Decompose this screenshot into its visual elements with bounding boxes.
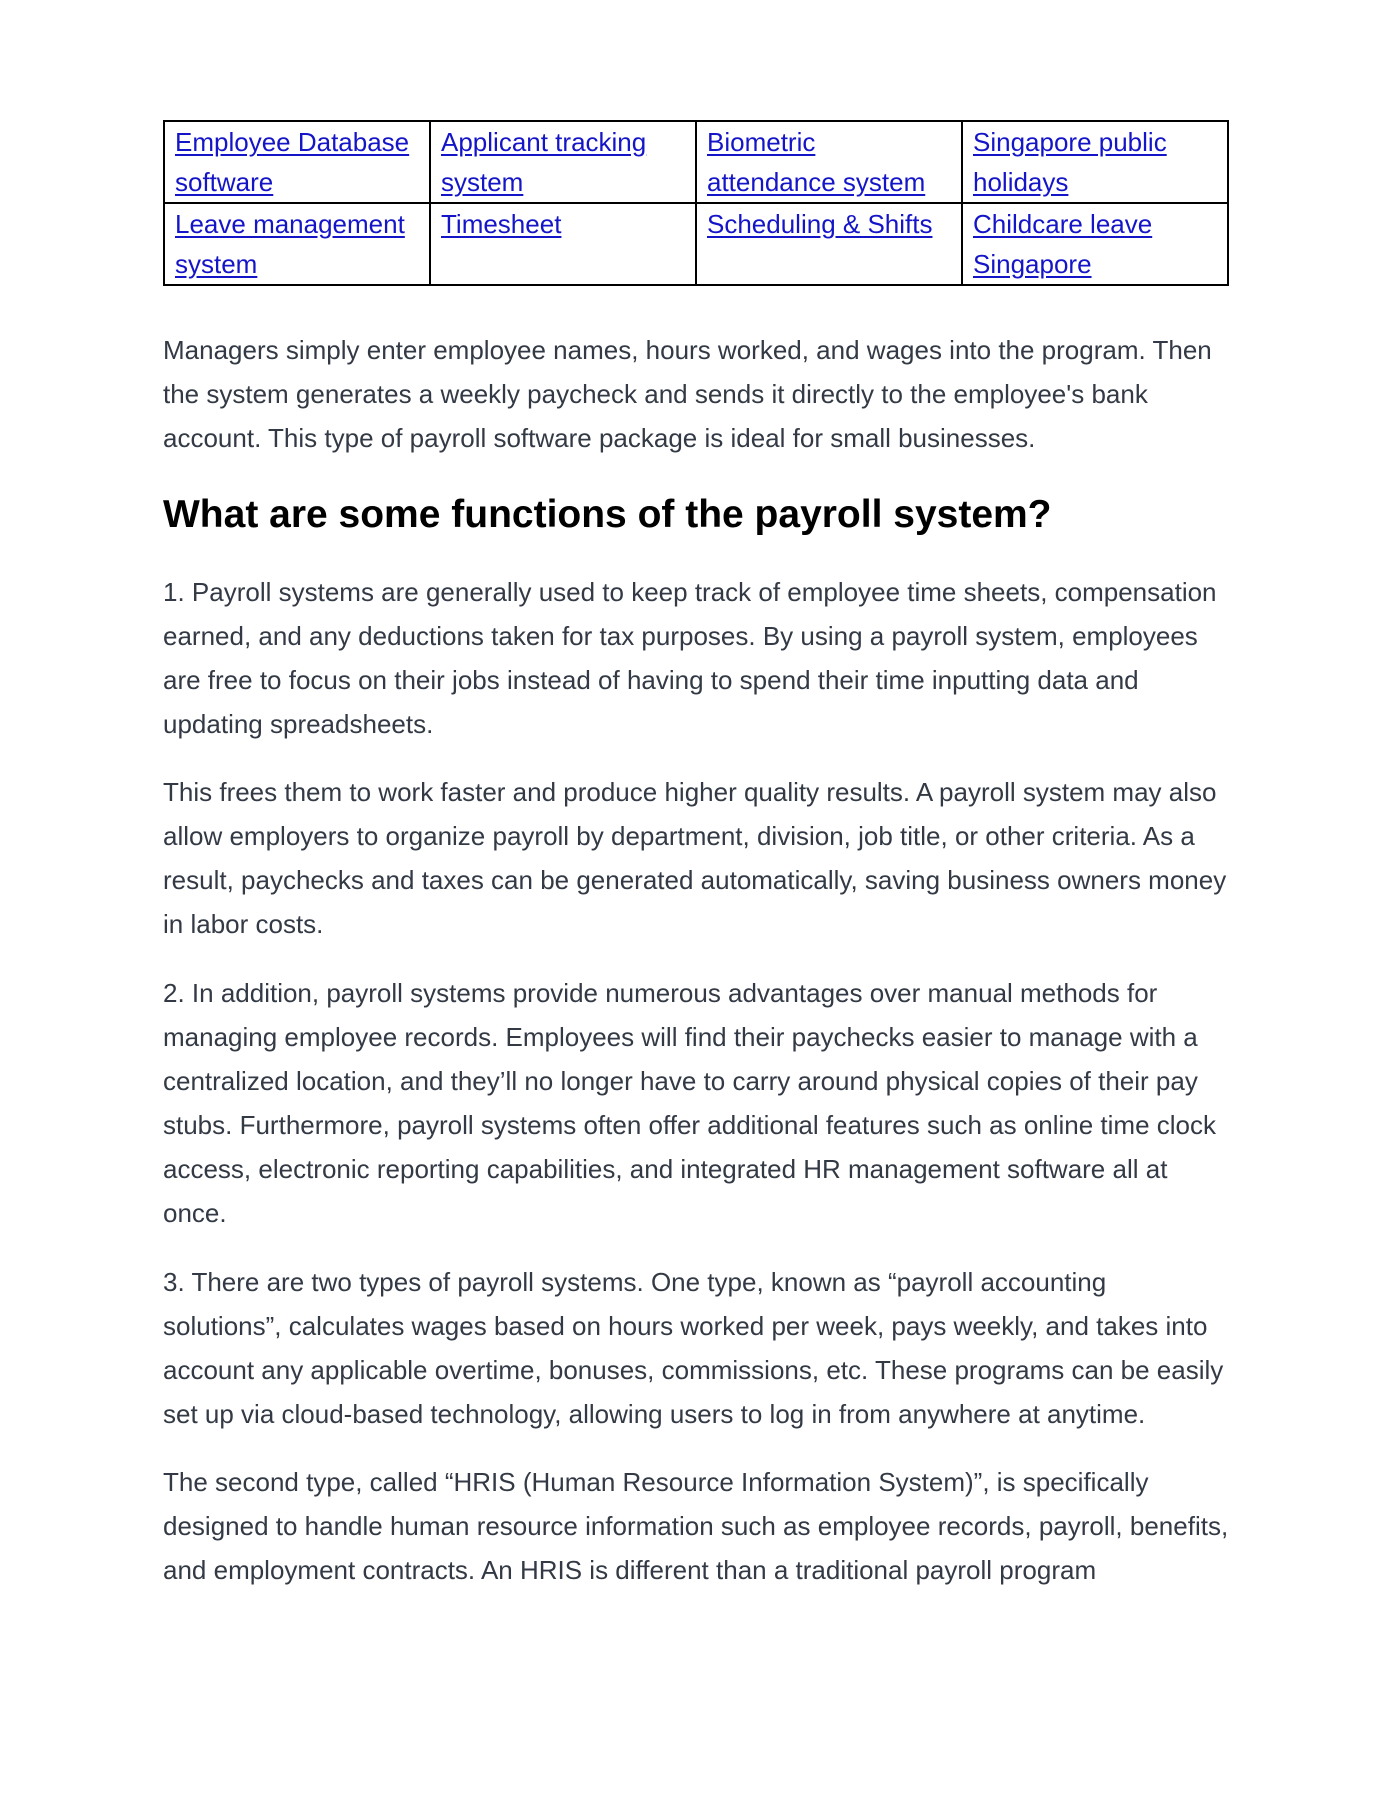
intro-paragraph: Managers simply enter employee names, hours worked, and wages into the program. Then the system generates a weekly paycheck and sends it directly to the employee's bank account. This type of payroll software package is ideal for small businesses. xyxy=(163,335,1212,453)
table-cell xyxy=(430,203,696,285)
link-scheduling-shifts[interactable]: Scheduling & Shifts xyxy=(707,209,933,239)
table-cell xyxy=(164,121,430,203)
table-cell xyxy=(430,121,696,203)
link-leave-management-system[interactable]: Leave management system xyxy=(175,209,405,279)
link-timesheet[interactable]: Timesheet xyxy=(441,209,562,239)
table-cell xyxy=(696,203,962,285)
table-cell xyxy=(696,121,962,203)
paragraph-function-3: 3. There are two types of payroll systems. One type, known as “payroll accounting solutions”, calculates wages based on hours worked per week, pays weekly, and takes into account any applicable overtime, bonuses, commissions, etc. These programs can be easily set up via cloud-based technology, allowing users to log in from anywhere at anytime. xyxy=(163,1267,1224,1429)
link-biometric-attendance-system[interactable]: Biometric attendance system xyxy=(707,127,926,197)
paragraph-function-1: 1. Payroll systems are generally used to keep track of employee time sheets, compensation earned, and any deductions taken for tax purposes. By using a payroll system, employees are free to focus on their jobs instead of having to spend their time inputting data and updating spreadsheets. xyxy=(163,577,1217,739)
table-row xyxy=(164,121,1228,203)
link-employee-database-software[interactable]: Employee Database software xyxy=(175,127,410,197)
paragraph-function-2: 2. In addition, payroll systems provide numerous advantages over manual methods for managing employee records. Employees will find their paychecks easier to manage with a centralized location, and they’ll no longer have to carry around physical copies of their pay stubs. Furthermore, payroll systems often offer additional features such as online time clock access, electronic reporting capabilities, and integrated HR management software all at once. xyxy=(163,978,1217,1228)
table-cell xyxy=(962,121,1228,203)
document-page xyxy=(163,120,1229,1592)
paragraph-function-1-continued: This frees them to work faster and produce higher quality results. A payroll system may also allow employers to organize payroll by department, division, job title, or other criteria. As a result, paychecks and taxes can be generated automatically, saving business owners money in labor costs. xyxy=(163,777,1227,939)
table-cell xyxy=(164,203,430,285)
related-links-table xyxy=(163,120,1229,286)
link-singapore-public-holidays[interactable]: Singapore public holidays xyxy=(973,127,1167,197)
link-applicant-tracking-system[interactable]: Applicant tracking system xyxy=(441,127,647,197)
paragraph-hris: The second type, called “HRIS (Human Resource Information System)”, is specifically designed to handle human resource information such as employee records, payroll, benefits, and employment contracts. An HRIS is different than a traditional payroll program xyxy=(163,1467,1229,1585)
table-cell xyxy=(962,203,1228,285)
link-childcare-leave-singapore[interactable]: Childcare leave Singapore xyxy=(973,209,1153,279)
table-row xyxy=(164,203,1228,285)
section-heading: What are some functions of the payroll system? xyxy=(163,493,1052,536)
